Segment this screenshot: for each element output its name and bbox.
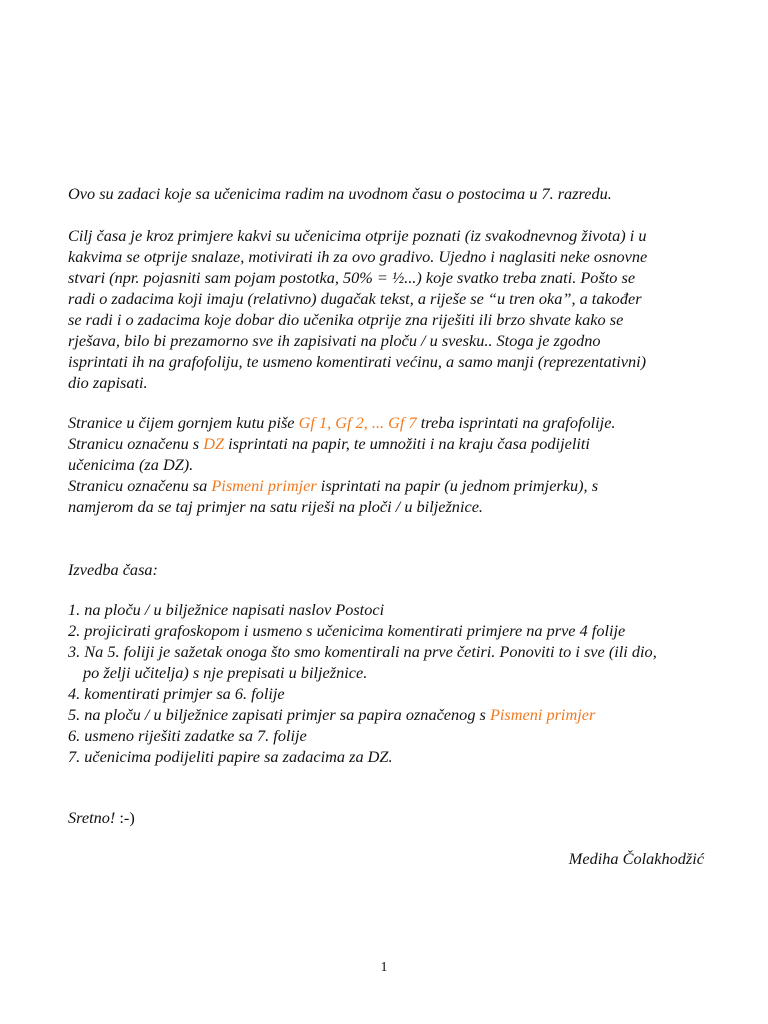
goal-line: se radi i o zadacima koje dobar dio učenika otprije zna riješiti ili brzo shvate kako se [68,310,624,329]
goal-line: radi o zadacima koji imaju (relativno) dugačak tekst, a riješe se “u tren oka”, a također [68,289,642,308]
list-item: 1. na ploču / u bilježnice napisati naslov Postoci [68,600,385,619]
intro-line: Ovo su zadaci koje sa učenicima radim na uvodnom času o postocima u 7. razredu. [68,184,612,203]
smiley-emoticon: :-) [115,808,135,827]
list-item: 3. Na 5. foliji je sažetak onoga što smo komentirali na prve četiri. Ponoviti to i sve (ili dio, [68,642,657,661]
gf-line [68,412,708,433]
pm-line-2: namjerom da se taj primjer na satu riješi na ploči / u bilježnice. [68,497,483,516]
goal-line: dio zapisati. [68,373,148,392]
closing [68,807,708,828]
goal-paragraph [68,225,708,393]
procedure-title: Izvedba časa: [68,560,158,579]
goal-line: rješava, bilo bi prezamorno sve ih zapisivati na ploču / u svesku.. Stoga je zgodno [68,331,601,350]
author-signature: Mediha Čolakhodžić [568,849,704,868]
goal-line: isprintati ih na grafofoliju, te usmeno komentirati većinu, a samo manji (reprezentativni) [68,352,647,371]
intro-paragraph [68,183,708,204]
dz-suffix: isprintati na papir, te umnožiti i na kraju časa podijeliti [224,434,590,453]
closing-line [68,807,708,828]
step5-prefix: 5. na ploču / u bilježnice zapisati primjer sa papira označenog s [68,705,490,724]
gf-marker: Gf 1, Gf 2, ... Gf 7 [298,413,417,432]
page-number: 1 [380,960,388,975]
dz-prefix: Stranicu označenu s [68,434,204,453]
list-item-continuation: po želji učitelja) s nje prepisati u bilježnice. [83,663,368,682]
dz-line [68,433,708,454]
pm-prefix: Stranicu označenu sa [68,476,212,495]
pm-marker: Pismeni primjer [211,476,317,495]
procedure-heading [68,559,708,580]
goal-line: stvari (npr. pojasniti sam pojam postotka, 50% = ½...) koje svatko treba znati. Pošto se [68,268,636,287]
procedure-list [68,599,708,767]
pages-paragraph [68,412,708,517]
step5-marker: Pismeni primjer [489,705,596,724]
dz-marker: DZ [203,434,225,453]
dz-line-2: učenicima (za DZ). [68,455,194,474]
list-item [68,704,708,725]
pm-suffix: isprintati na papir (u jednom primjerku), s [316,476,599,495]
list-item: 2. projicirati grafoskopom i usmeno s učenicima komentirati primjere na prve 4 folije [68,621,626,640]
goal-line: Cilj časa je kroz primjere kakvi su učenicima otprije poznati (iz svakodnevnog života) i u [68,226,647,245]
list-item: 4. komentirati primjer sa 6. folije [68,684,285,703]
list-item: 7. učenicima podijeliti papire sa zadacima za DZ. [68,747,393,766]
gf-suffix: treba isprintati na grafofolije. [416,413,616,432]
goal-line: kakvima se otprije snalaze, motivirati ih za ovo gradivo. Ujedno i naglasiti neke osnovne [68,247,648,266]
list-item: 6. usmeno riješiti zadatke sa 7. folije [68,726,307,745]
pm-line [68,475,708,496]
closing-text: Sretno! [68,808,116,827]
gf-prefix: Stranice u čijem gornjem kutu piše [68,413,299,432]
